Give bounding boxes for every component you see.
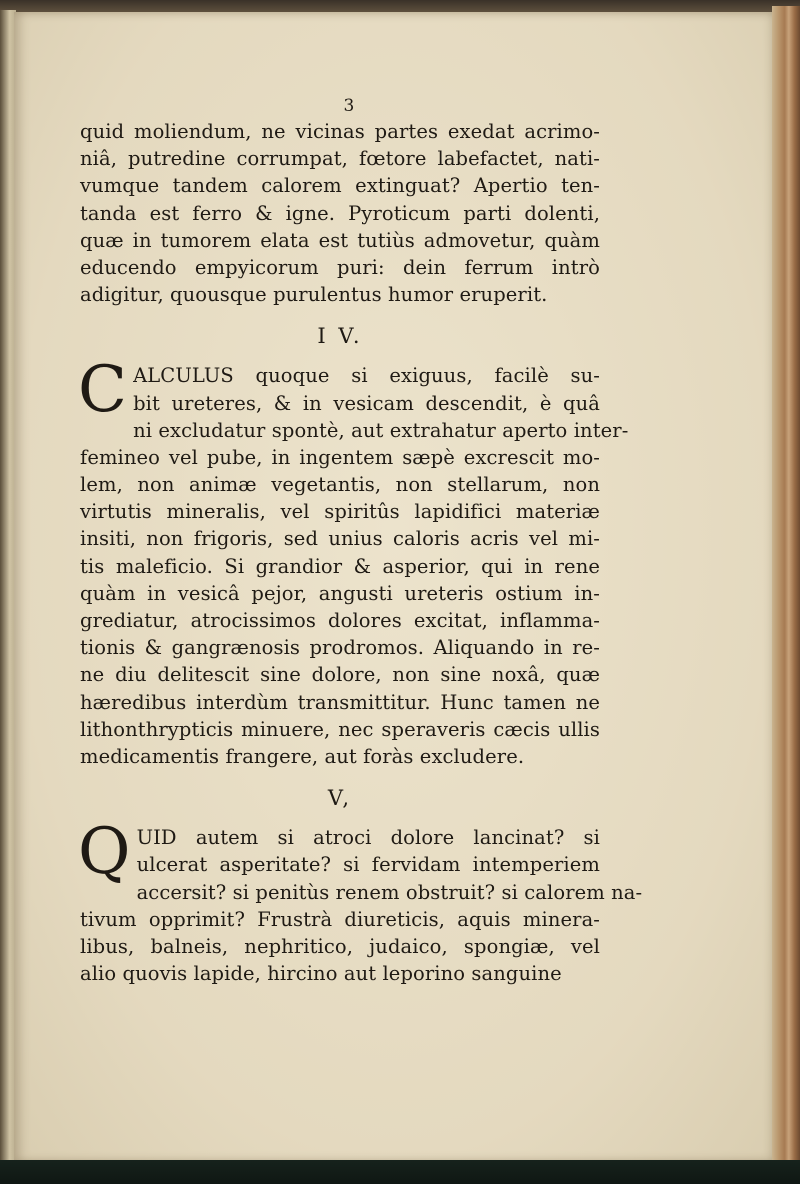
text-line: tanda est ferro & igne. Pyroticum parti dolenti, [80, 201, 600, 225]
page-text [78, 96, 643, 987]
text-line: libus, balneis, nephritico, judaico, spongiæ, vel [80, 934, 600, 958]
text-line: tivum opprimit? Frustrà diureticis, aquis minera- [80, 907, 600, 931]
text-line: vumque tandem calorem extinguat? Apertio ten- [80, 174, 600, 198]
text-line: ulcerat asperitate? si fervidam intemperiem [136, 853, 600, 877]
text-line: ni excludatur spontè, aut extrahatur aperto inter- [133, 418, 629, 442]
bottom-cloth [0, 1160, 800, 1184]
text-line: insiti, non frigoris, sed unius caloris acris vel mi- [80, 527, 600, 551]
text-line: quid moliendum, ne vicinas partes exedat acrimo- [80, 120, 600, 143]
text-line: accersit? si penitùs renem obstruit? si calorem na- [136, 880, 643, 904]
text-line: adigitur, quousque purulentus humor eruperit. [80, 283, 548, 307]
page-number: 3 [343, 96, 355, 116]
text-line: bit ureteres, & in vesicam descendit, è quâ [133, 391, 600, 415]
text-line: educendo empyicorum puri: dein ferrum intrò [80, 255, 600, 279]
text-line: lem, non animæ vegetantis, non stellarum, non [80, 473, 600, 497]
text-line: quæ in tumorem elata est tutiùs admovetur, quàm [80, 228, 600, 252]
text-line: femineo vel pube, in ingentem sæpè excrescit mo- [80, 445, 600, 469]
page-stack-edge [772, 6, 800, 1166]
paragraph-v [78, 815, 643, 987]
text-line: tis maleficio. Si grandior & asperior, qui in rene [80, 554, 600, 578]
text-line: medicamentis frangere, aut foràs excludere. [80, 744, 525, 768]
text-line: niâ, putredine corrumpat, fœtore labefactet, nati- [80, 147, 600, 171]
text-line: ALCULUS quoque si exiguus, facilè su- [133, 364, 600, 388]
drop-cap: C [78, 353, 128, 428]
paragraph-continued [80, 118, 600, 308]
text-line: quàm in vesicâ pejor, angusti ureteris ostium in- [80, 581, 600, 605]
drop-cap: Q [78, 815, 131, 890]
text-line: grediatur, atrocissimos dolores excitat, inflamma- [80, 609, 600, 632]
text-line: virtutis mineralis, vel spiritûs lapidifici materiæ [80, 500, 600, 524]
text-line: lithonthrypticis minuere, nec speraveris cæcis ullis [80, 717, 600, 741]
text-line: ne diu delitescit sine dolore, non sine noxâ, quæ [80, 663, 600, 687]
text-line: alio quovis lapide, hircino aut leporino sanguine [80, 962, 562, 986]
text-line: UID autem si atroci dolore lancinat? si [136, 826, 600, 850]
text-line: hæredibus interdùm transmittitur. Hunc tamen ne [80, 690, 600, 714]
section-heading-iv: I V. [317, 324, 363, 349]
section-heading-v: V, [327, 786, 353, 811]
text-line: tionis & gangrænosis prodromos. Aliquando in re- [80, 636, 600, 660]
paragraph-iv [78, 353, 629, 770]
